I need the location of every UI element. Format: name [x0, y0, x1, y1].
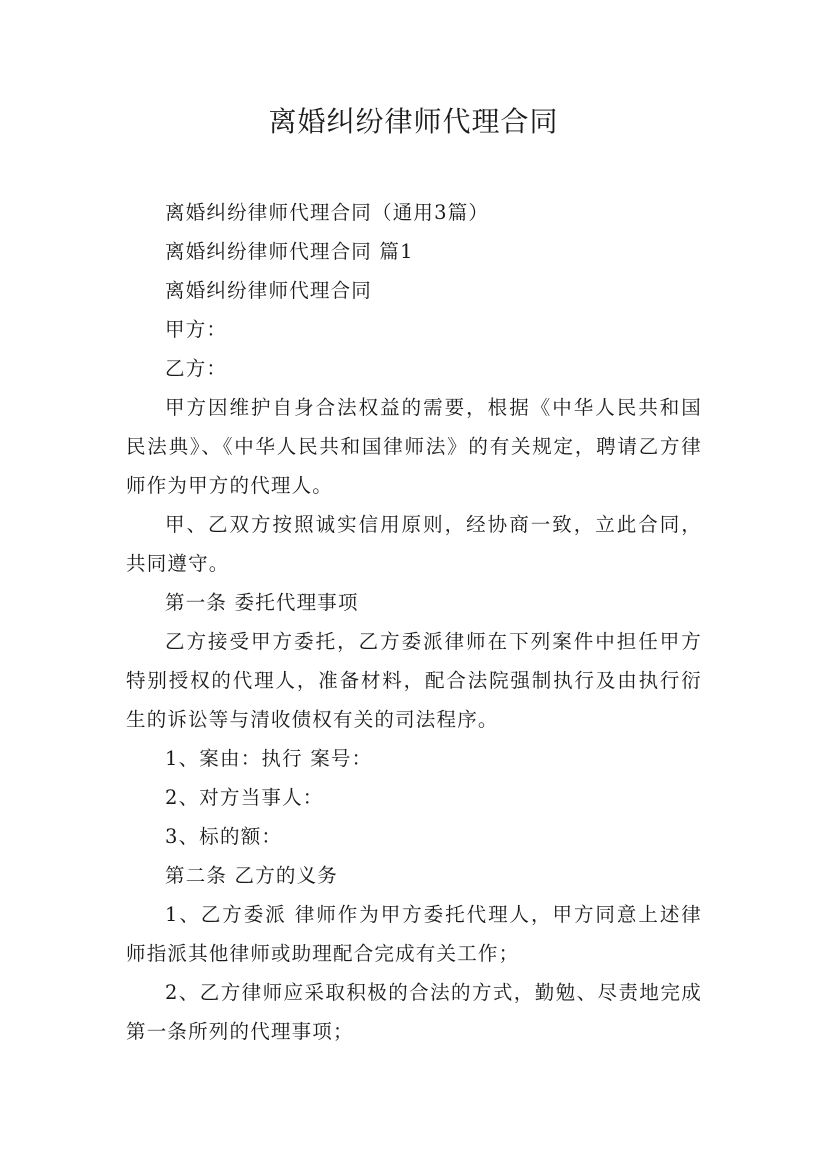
paragraph-party-a: 甲方： [165, 318, 228, 341]
paragraph-party-b: 乙方： [165, 357, 228, 380]
article-1-heading: 第一条 委托代理事项 [165, 591, 359, 614]
paragraph-purpose: 甲方因维护自身合法权益的需要，根据《中华人民共和国民法典》、《中华人民共和国律师法》的有关规定，聘请乙方律师作为甲方的代理人。 [126, 396, 702, 497]
paragraph-part-label: 离婚纠纷律师代理合同 篇1 [165, 240, 414, 263]
article-2-item-1: 1、乙方委派 律师作为甲方委托代理人，甲方同意上述律师指派其他律师或助理配合完成有关工作； [126, 903, 702, 965]
article-1-body: 乙方接受甲方委托，乙方委派律师在下列案件中担任甲方特别授权的代理人，准备材料，配合法院强制执行及由执行衍生的诉讼等与清收债权有关的司法程序。 [126, 630, 702, 731]
article-1-item-1: 1、案由：执行 案号： [165, 747, 373, 770]
article-1-item-2: 2、对方当事人： [165, 786, 324, 809]
paragraph-agreement: 甲、乙双方按照诚实信用原则，经协商一致，立此合同，共同遵守。 [126, 513, 702, 575]
document-title: 离婚纠纷律师代理合同 [268, 105, 559, 138]
document-body [126, 193, 702, 1051]
article-1-item-3: 3、标的额： [165, 825, 283, 848]
paragraph-heading: 离婚纠纷律师代理合同（通用3篇） [165, 201, 490, 224]
article-2-item-2: 2、乙方律师应采取积极的合法的方式，勤勉、尽责地完成第一条所列的代理事项； [126, 981, 702, 1043]
article-2-heading: 第二条 乙方的义务 [165, 864, 338, 887]
paragraph-contract-name: 离婚纠纷律师代理合同 [165, 279, 373, 302]
